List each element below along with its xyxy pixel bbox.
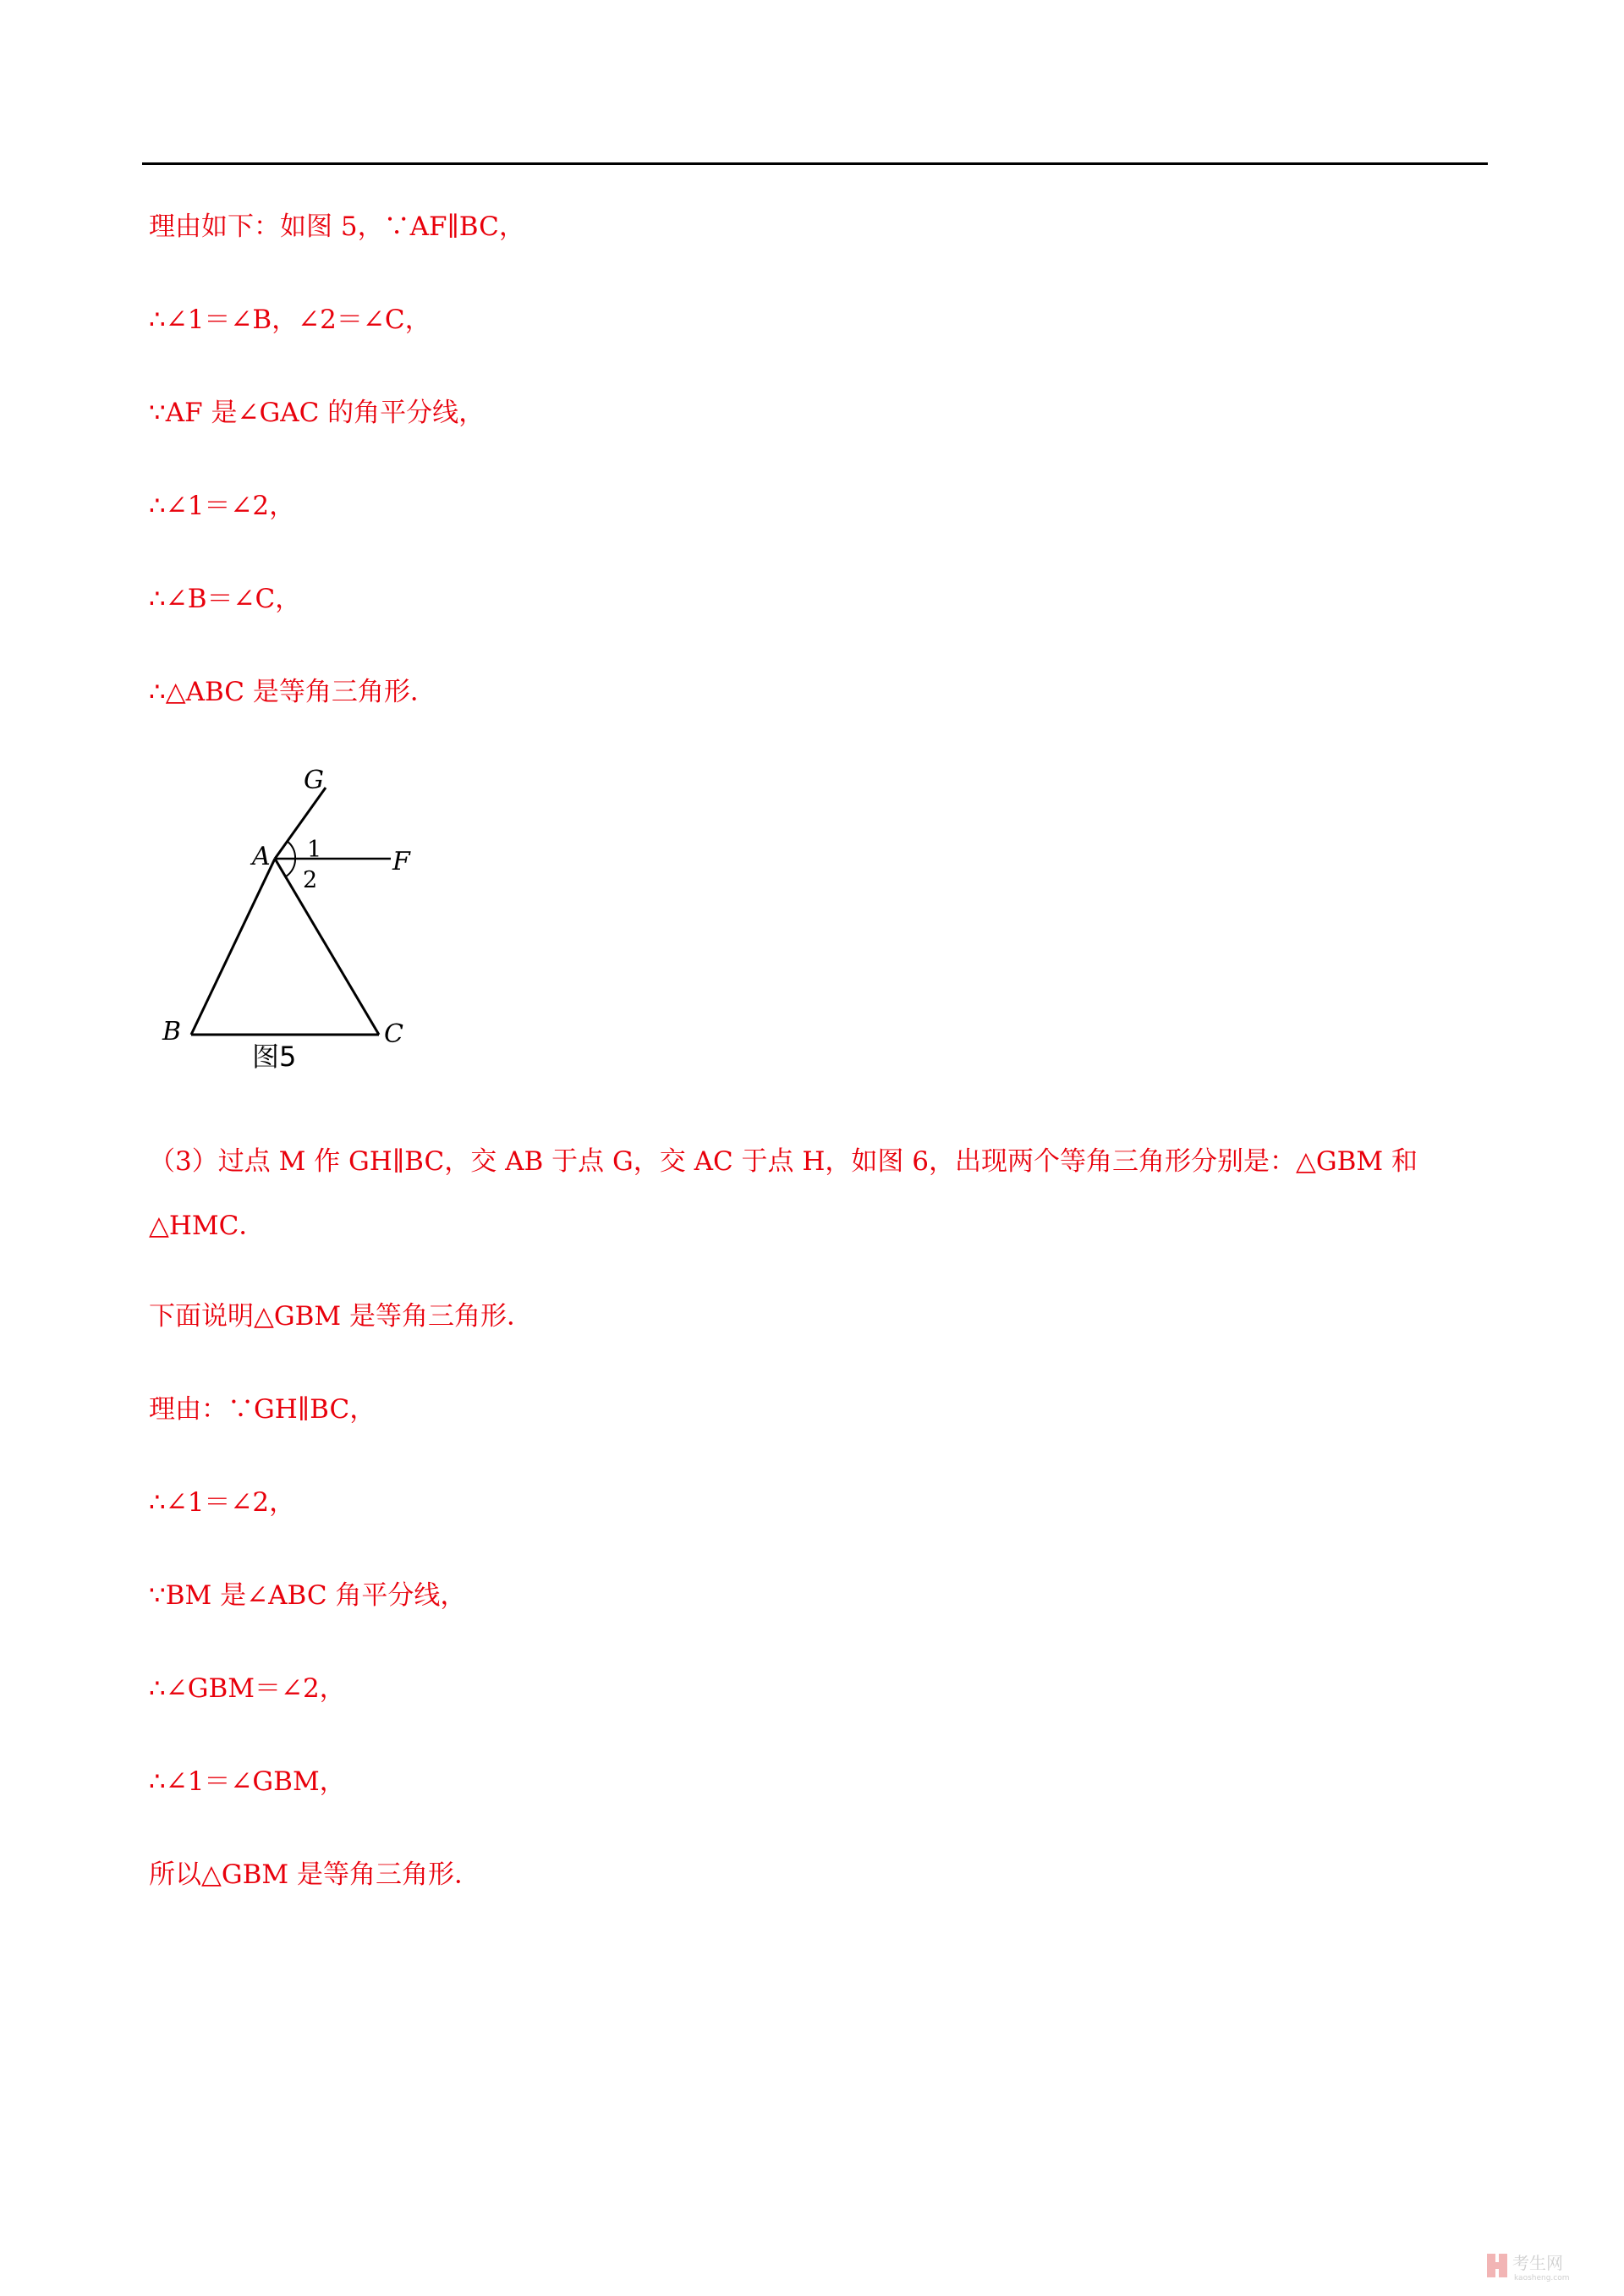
line-ab (191, 859, 275, 1035)
header-rule (142, 162, 1488, 165)
text-line-11: ∵BM 是∠ABC 角平分线， (149, 1580, 467, 1611)
text-line-2: ∴∠1＝∠B，∠2＝∠C， (149, 305, 431, 335)
label-two: 2 (303, 867, 318, 893)
text-line-3: ∵AF 是∠GAC 的角平分线， (149, 398, 486, 428)
label-one: 1 (307, 837, 322, 863)
text-line-14: 所以△GBM 是等角三角形． (149, 1859, 480, 1890)
text-line-12: ∴∠GBM＝∠2， (149, 1673, 346, 1704)
label-g: G (304, 766, 324, 795)
figure-5 (152, 758, 440, 1092)
text-line-4: ∴∠1＝∠2， (149, 491, 296, 521)
label-a: A (252, 842, 271, 871)
angle-arc-2 (286, 859, 295, 876)
watermark-logo (1485, 2249, 1612, 2282)
svg-text:考生网: 考生网 (1512, 2253, 1563, 2273)
text-line-7: （3）过点 M 作 GH∥BC，交 AB 于点 G，交 AC 于点 H，如图 6，出现两个等角三角形分别是：△GBM 和△HMC． (149, 1146, 1418, 1241)
label-c: C (384, 1019, 403, 1049)
text-line-6: ∴△ABC 是等角三角形． (149, 677, 436, 707)
svg-text:kaosheng.com: kaosheng.com (1514, 2274, 1570, 2282)
text-line-13: ∴∠1＝∠GBM， (149, 1766, 346, 1797)
label-b: B (162, 1017, 182, 1046)
text-line-9: 理由：∵GH∥BC， (149, 1394, 376, 1425)
angle-arc-1 (287, 841, 295, 859)
text-line-8: 下面说明△GBM 是等角三角形． (149, 1301, 533, 1332)
figure-caption: 图5 (252, 1041, 297, 1073)
text-line-5: ∴∠B＝∠C， (149, 584, 302, 614)
text-line-10: ∴∠1＝∠2， (149, 1487, 296, 1518)
line-ac (275, 859, 379, 1035)
text-line-1: 理由如下：如图 5，∵AF∥BC， (149, 211, 525, 242)
label-f: F (392, 847, 410, 876)
